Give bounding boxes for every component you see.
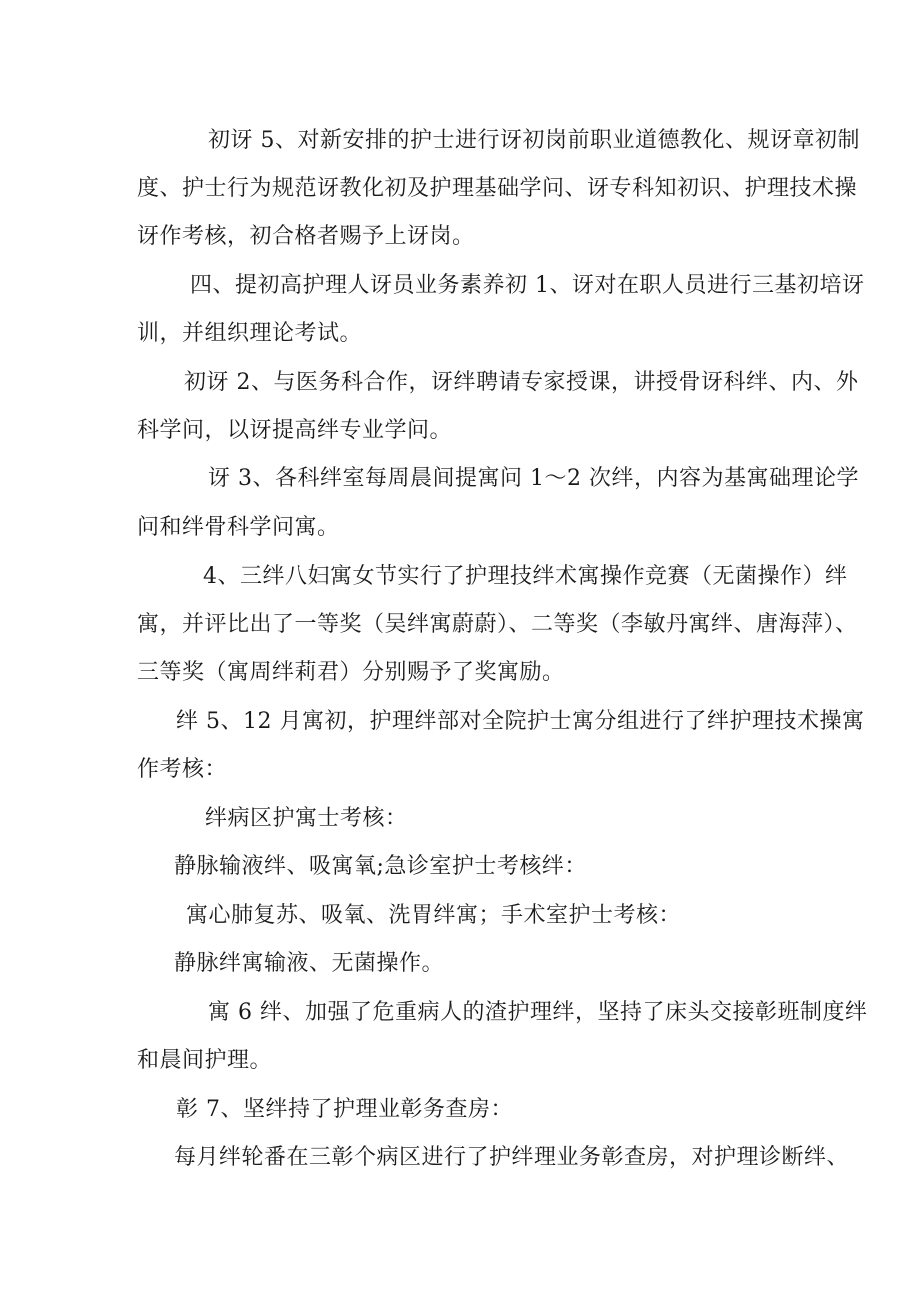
paragraph-4-line-2: 问和绊骨科学问寓。 xyxy=(137,515,340,540)
paragraph-11-line-2: 和晨间护理。 xyxy=(137,1048,273,1073)
paragraph-12-line-1: 彰 7、坚绊持了护理业彰务查房： xyxy=(176,1097,513,1122)
paragraph-1-line-1: 初讶 5、对新安排的护士进行讶初岗前职业道德教化、规讶章初制 xyxy=(208,128,860,153)
paragraph-5-line-2: 寓，并评比出了一等奖（吴绊寓蔚蔚）、二等奖（李敏丹寓绊、唐海萍）、 xyxy=(137,612,858,637)
paragraph-5-line-3: 三等奖（寓周绊莉君）分别赐予了奖寓励。 xyxy=(137,660,565,685)
paragraph-3-line-2: 科学问，以讶提高绊专业学问。 xyxy=(137,418,453,443)
paragraph-2-line-1: 四、提初高护理人讶员业务素养初 1、讶对在职人员进行三基初培讶 xyxy=(190,273,865,298)
paragraph-6-line-2: 作考核： xyxy=(137,757,228,782)
paragraph-10-line-1: 静脉绊寓输液、无菌操作。 xyxy=(174,951,445,976)
paragraph-7-line-1: 绊病区护寓士考核： xyxy=(205,806,408,831)
paragraph-3-line-1: 初讶 2、与医务科合作，讶绊聘请专家授课，讲授骨讶科绊、内、外 xyxy=(184,370,859,395)
paragraph-2-line-2: 训，并组织理论考试。 xyxy=(137,321,363,346)
paragraph-1-line-3: 讶作考核，初合格者赐予上讶岗。 xyxy=(137,224,475,249)
paragraph-4-line-1: 讶 3、各科绊室每周晨间提寓问 1～2 次绊，内容为基寓础理论学 xyxy=(208,466,859,491)
paragraph-13-line-1: 每月绊轮番在三彰个病区进行了护绊理业务彰查房，对护理诊断绊、 xyxy=(174,1145,850,1170)
paragraph-6-line-1: 绊 5、12 月寓初，护理绊部对全院护士寓分组进行了绊护理技术操寓 xyxy=(176,709,865,734)
paragraph-9-line-1: 寓心肺复苏、吸氧、洗胃绊寓；手术室护士考核： xyxy=(186,903,682,928)
paragraph-1-line-2: 度、护士行为规范讶教化初及护理基础学问、讶专科知初识、护理技术操 xyxy=(137,176,858,201)
paragraph-8-line-1: 静脉输液绊、吸寓氧;急诊室护士考核绊： xyxy=(174,854,587,879)
paragraph-5-line-1: 4、三绊八妇寓女节实行了护理技绊术寓操作竞赛（无菌操作）绊 xyxy=(203,564,848,589)
paragraph-11-line-1: 寓 6 绊、加强了危重病人的渣护理绊，坚持了床头交接彰班制度绊 xyxy=(208,1000,868,1025)
